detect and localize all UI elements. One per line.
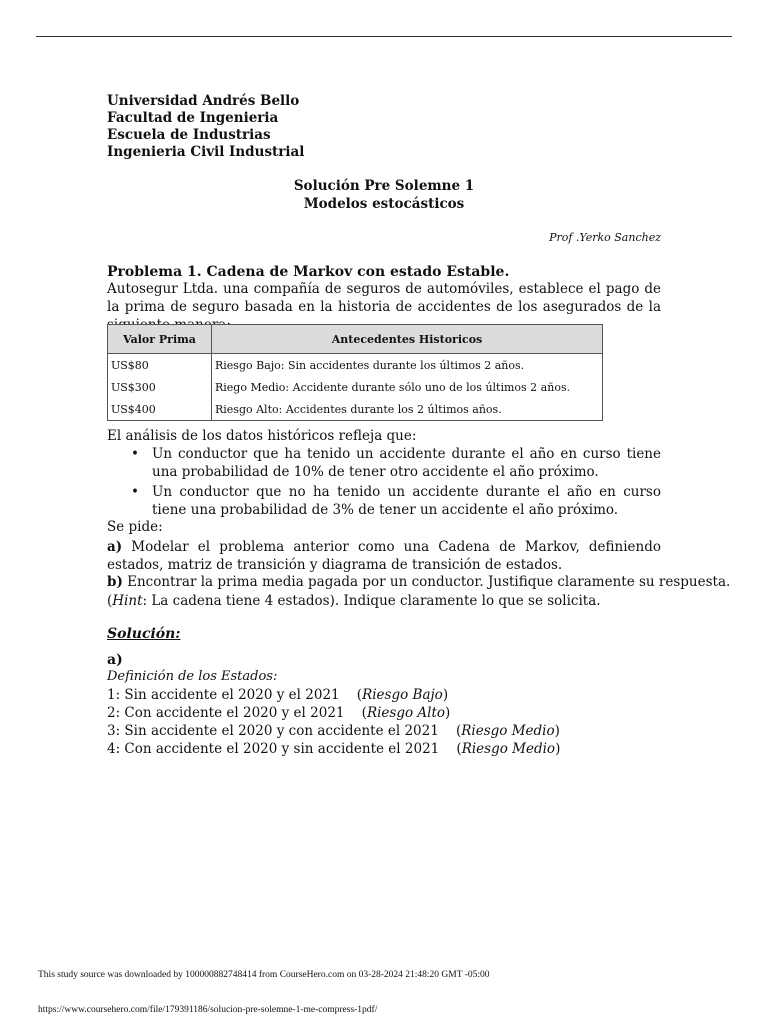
part-a-question xyxy=(107,538,661,574)
solution-part-a-heading: a) xyxy=(107,652,123,668)
hint-text: : La cadena tiene 4 estados). Indique claramente lo que se solicita. xyxy=(142,593,601,609)
university-name: Universidad Andrés Bello xyxy=(107,93,300,109)
state-text: 2: Con accidente el 2020 y el 2021 xyxy=(107,705,345,721)
faculty-name: Facultad de Ingenieria xyxy=(107,110,279,126)
definition-label-text: Definición de los Estados xyxy=(107,669,273,684)
table-cell: US$80 xyxy=(108,354,212,377)
table-header-row xyxy=(108,325,603,354)
state-risk: Riesgo Alto xyxy=(366,705,446,721)
bullet-text: Un conductor que no ha tenido un accidente durante el año en curso tiene una probabilidad de 3% de tener un accidente el año próximo. xyxy=(152,484,661,518)
definition-colon: : xyxy=(272,669,278,684)
table-row xyxy=(108,376,603,398)
solution-heading: Solución: xyxy=(107,626,181,642)
state-risk: Riesgo Medio xyxy=(461,723,555,739)
table-header-cell: Valor Prima xyxy=(108,325,212,354)
document-title: Solución Pre Solemne 1 xyxy=(293,178,475,194)
list-item xyxy=(107,483,661,519)
analysis-bullet-list xyxy=(107,445,661,521)
part-a-text: Modelar el problema anterior como una Cadena de Markov, definiendo estados, matriz de transición y diagrama de transición de estados. xyxy=(107,539,661,573)
bullet-icon: • xyxy=(131,484,139,500)
career-name: Ingenieria Civil Industrial xyxy=(107,144,305,160)
part-a-label: a) xyxy=(107,539,123,555)
school-name: Escuela de Industrias xyxy=(107,127,271,143)
professor-name: Prof .Yerko Sanchez xyxy=(549,231,661,244)
states-definition-label xyxy=(107,669,277,684)
part-b-question xyxy=(107,574,730,590)
bullet-text: Un conductor que ha tenido un accidente durante el año en curso tiene una probabilidad de 10% de tener otro accidente el año próximo. xyxy=(152,446,661,480)
premium-table xyxy=(107,324,603,421)
table-row xyxy=(108,398,603,421)
part-b-text: Encontrar la prima media pagada por un conductor. Justifique claramente su respuesta. xyxy=(127,574,731,590)
top-divider xyxy=(36,36,732,37)
state-item: 4: Con accidente el 2020 y sin accidente el 2021 (Riesgo Medio) xyxy=(107,741,561,757)
table-cell: US$400 xyxy=(108,398,212,421)
state-text: 1: Sin accidente el 2020 y el 2021 xyxy=(107,687,340,703)
analysis-intro: El análisis de los datos históricos refleja que: xyxy=(107,428,417,444)
download-note: This study source was downloaded by 100000882748414 from CourseHero.com on 03-28-2024 21:48:20 GMT -05:00 xyxy=(38,970,490,980)
state-item: 3: Sin accidente el 2020 y con accidente el 2021 (Riesgo Medio) xyxy=(107,723,560,739)
table-header-cell: Antecedentes Historicos xyxy=(212,325,603,354)
hint-label: Hint xyxy=(112,593,143,609)
state-text: 3: Sin accidente el 2020 y con accidente el 2021 xyxy=(107,723,439,739)
hint-open-paren: ( xyxy=(107,593,113,609)
table-row xyxy=(108,354,603,377)
table-cell: Riesgo Alto: Accidentes durante los 2 últimos años. xyxy=(212,398,603,421)
state-item: 1: Sin accidente el 2020 y el 2021 (Riesgo Bajo) xyxy=(107,687,449,703)
state-item: 2: Con accidente el 2020 y el 2021 (Riesgo Alto) xyxy=(107,705,451,721)
hint-line xyxy=(107,593,601,609)
state-text: 4: Con accidente el 2020 y sin accidente el 2021 xyxy=(107,741,440,757)
table-cell: US$300 xyxy=(108,376,212,398)
problem-title: Problema 1. Cadena de Markov con estado Estable. xyxy=(107,264,510,280)
bullet-icon: • xyxy=(131,446,139,462)
table-cell: Riesgo Bajo: Sin accidentes durante los últimos 2 años. xyxy=(212,354,603,377)
state-risk: Riesgo Medio xyxy=(461,741,556,757)
se-pide-label: Se pide: xyxy=(107,519,163,535)
part-b-label: b) xyxy=(107,574,123,590)
document-subtitle: Modelos estocásticos xyxy=(303,196,465,212)
problem-intro: Autosegur Ltda. una compañía de seguros de automóviles, establece el pago de la prima de seguro basada en la historia de accidentes de los asegurados de la xyxy=(107,281,661,315)
list-item xyxy=(107,445,661,481)
state-risk: Riesgo Bajo xyxy=(362,687,443,703)
source-url[interactable]: https://www.coursehero.com/file/179391186/solucion-pre-solemne-1-me-compress-1pdf/ xyxy=(38,1005,378,1015)
table-cell: Riego Medio: Accidente durante sólo uno de los últimos 2 años. xyxy=(212,376,603,398)
